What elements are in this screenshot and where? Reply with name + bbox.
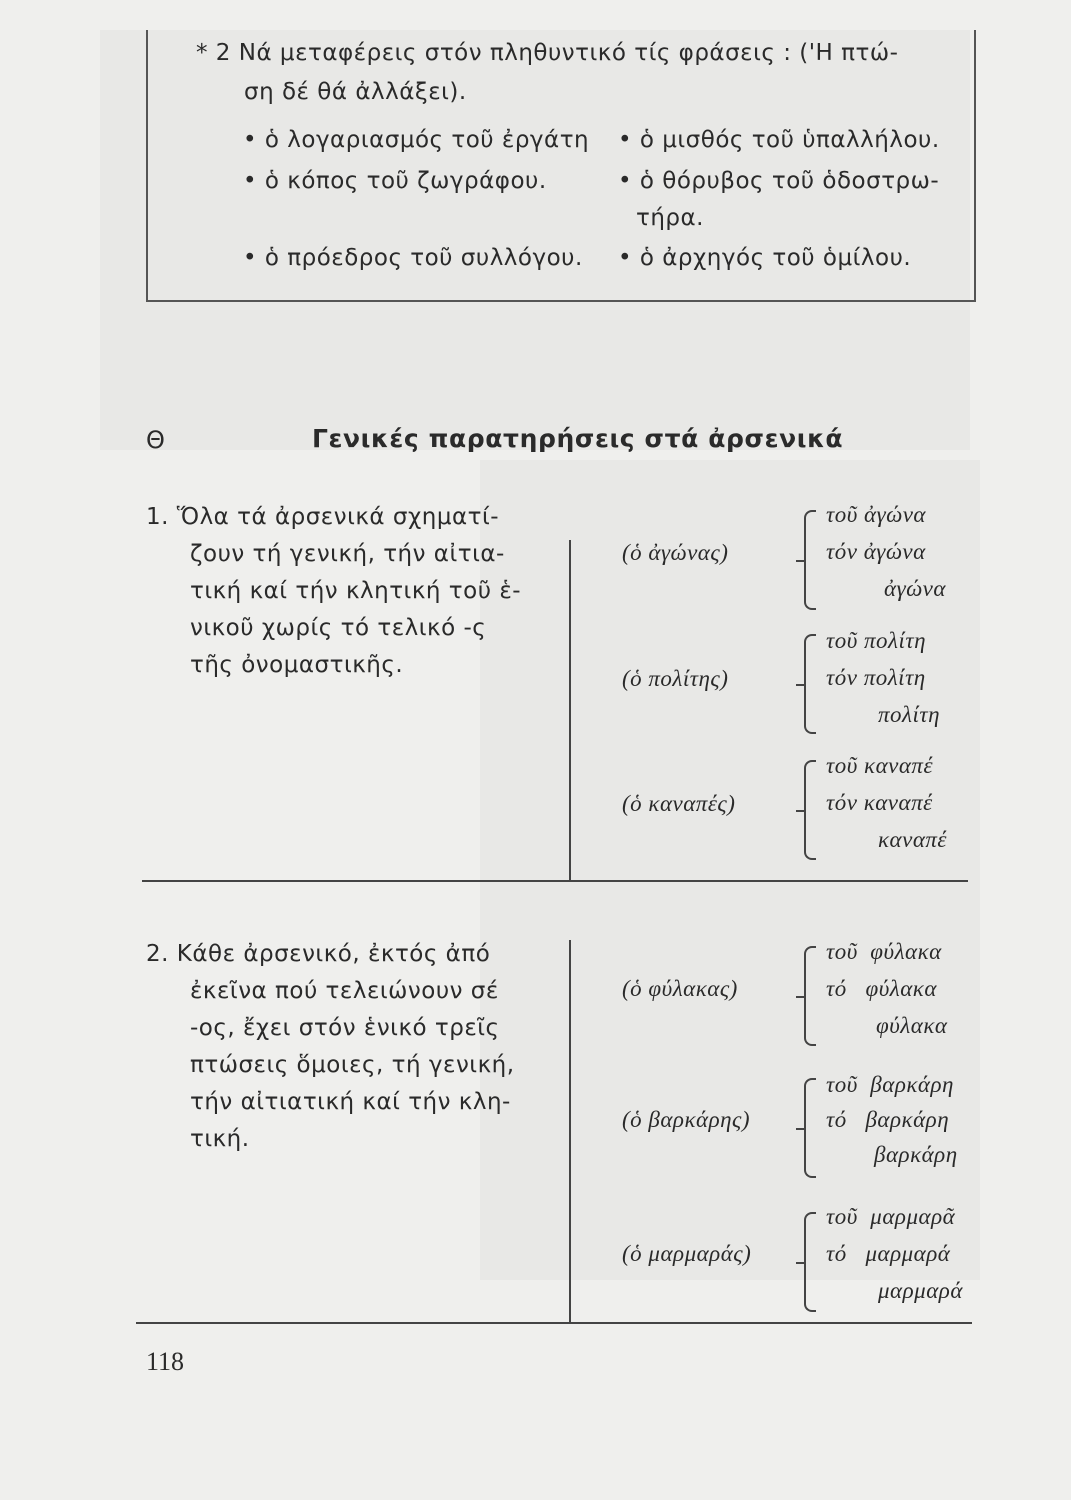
brace bbox=[804, 634, 816, 734]
brace bbox=[804, 1212, 816, 1312]
example-form: πολίτη bbox=[878, 702, 941, 727]
example-form: βαρκάρη bbox=[874, 1142, 958, 1167]
exercise-line-1: * 2 Νά μεταφέρεις στόν πληθυντικό τίς φράσεις : ('Η πτώ- bbox=[196, 40, 899, 66]
example-nominative: (ὁ βαρκάρης) bbox=[622, 1107, 751, 1132]
exercise-item: • ὁ πρόεδρος τοῦ συλλόγου. bbox=[243, 245, 583, 271]
example-form: καναπέ bbox=[878, 827, 947, 852]
brace bbox=[804, 760, 816, 860]
rule1-line: τῆς ὀνομαστικῆς. bbox=[190, 652, 404, 678]
example-form: τόν καναπέ bbox=[826, 790, 933, 815]
column-divider bbox=[569, 540, 571, 880]
example-nominative: (ὁ φύλακας) bbox=[622, 976, 738, 1001]
example-form: τοῦ φύλακα bbox=[826, 939, 942, 964]
column-divider bbox=[569, 940, 571, 1322]
exercise-item: τήρα. bbox=[636, 205, 704, 231]
example-form: τόν ἀγώνα bbox=[826, 539, 926, 564]
rule2-line: τική. bbox=[190, 1126, 250, 1152]
example-form: τοῦ πολίτη bbox=[826, 628, 927, 653]
exercise-item: • ὁ λογαριασμός τοῦ ἐργάτη bbox=[243, 127, 590, 153]
example-form: τό μαρμαρά bbox=[826, 1241, 951, 1266]
page-number: 118 bbox=[146, 1347, 185, 1376]
footer-rule bbox=[136, 1322, 972, 1324]
example-form: ἀγώνα bbox=[884, 576, 946, 601]
example-form: τοῦ ἀγώνα bbox=[826, 502, 927, 527]
section-letter: Θ bbox=[146, 426, 165, 454]
rule1-line: ζουν τή γενική, τήν αἰτια- bbox=[190, 541, 505, 567]
exercise-item: • ὁ θόρυβος τοῦ ὁδοστρω- bbox=[618, 168, 940, 194]
example-nominative: (ὁ πολίτης) bbox=[622, 666, 729, 691]
example-form: φύλακα bbox=[876, 1013, 948, 1038]
example-form: τοῦ βαρκάρη bbox=[826, 1072, 954, 1097]
example-form: τόν πολίτη bbox=[826, 665, 926, 690]
exercise-item: • ὁ ἀρχηγός τοῦ ὁμίλου. bbox=[618, 245, 912, 271]
example-nominative: (ὁ ἀγώνας) bbox=[622, 540, 729, 565]
brace bbox=[804, 946, 816, 1046]
example-form: τοῦ καναπέ bbox=[826, 753, 934, 778]
section-title: Γενικές παρατηρήσεις στά ἀρσενικά bbox=[312, 424, 844, 453]
example-form: τοῦ μαρμαρᾶ bbox=[826, 1204, 956, 1229]
brace bbox=[804, 510, 816, 610]
rule2-line: -ος, ἔχει στόν ἑνικό τρεῖς bbox=[190, 1015, 500, 1041]
rule2-line: ἐκεῖνα πού τελειώνουν σέ bbox=[190, 978, 499, 1004]
example-form: τό φύλακα bbox=[826, 976, 937, 1001]
rule1-line: 1. Ὅλα τά ἀρσενικά σχηματί- bbox=[146, 504, 500, 530]
rule2-line: πτώσεις ὅμοιες, τή γενική, bbox=[190, 1052, 515, 1078]
exercise-item: • ὁ κόπος τοῦ ζωγράφου. bbox=[243, 168, 547, 194]
exercise-item: • ὁ μισθός τοῦ ὑπαλλήλου. bbox=[618, 127, 940, 153]
example-form: μαρμαρά bbox=[878, 1278, 963, 1303]
exercise-line-2: ση δέ θά ἀλλάξει). bbox=[244, 79, 467, 105]
rule2-line: 2. Κάθε ἀρσενικό, ἐκτός ἀπό bbox=[146, 941, 491, 967]
example-form: τό βαρκάρη bbox=[826, 1107, 950, 1132]
example-nominative: (ὁ μαρμαράς) bbox=[622, 1241, 752, 1266]
rule1-line: τική καί τήν κλητική τοῦ ἑ- bbox=[190, 578, 522, 604]
rule2-line: τήν αἰτιατική καί τήν κλη- bbox=[190, 1089, 511, 1115]
rule1-line: νικοῦ χωρίς τό τελικό -ς bbox=[190, 615, 487, 641]
brace bbox=[804, 1078, 816, 1178]
example-nominative: (ὁ καναπές) bbox=[622, 791, 736, 816]
section-separator bbox=[142, 880, 968, 882]
